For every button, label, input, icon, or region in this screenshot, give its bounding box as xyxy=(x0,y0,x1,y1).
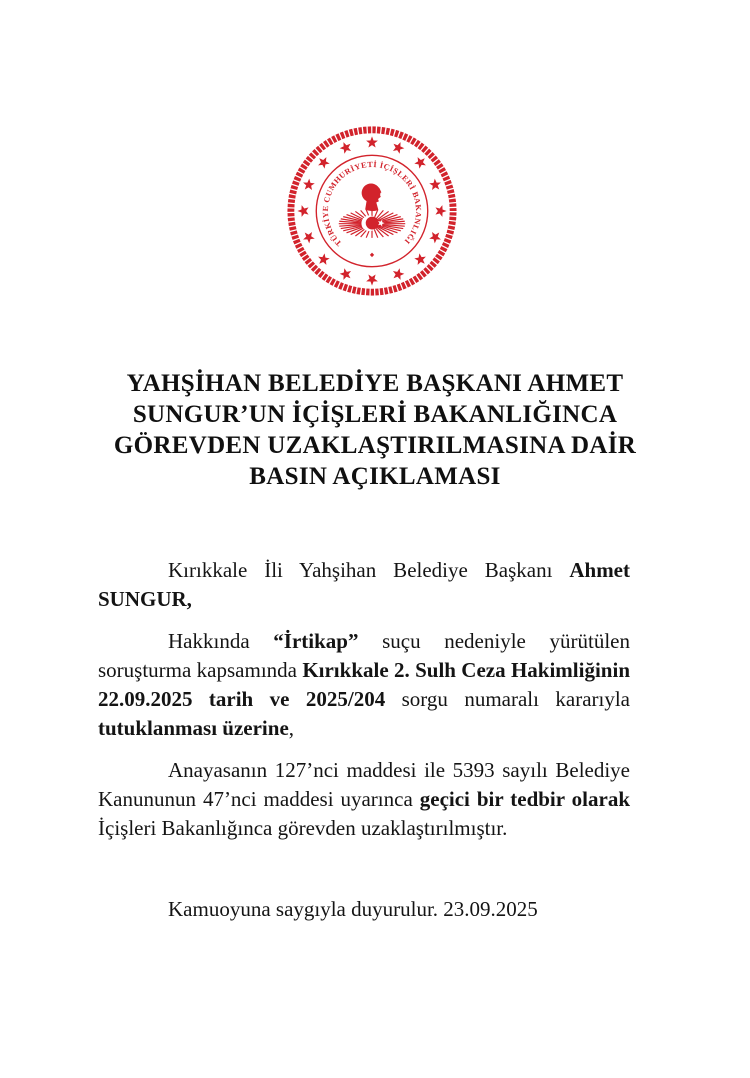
text-run: Hakkında xyxy=(168,629,274,653)
ministry-seal-graphic xyxy=(284,123,460,299)
paragraph-3 xyxy=(98,756,630,843)
diamond-separator-icon xyxy=(370,253,374,257)
closing-line: Kamuoyuna saygıyla duyurulur. 23.09.2025 xyxy=(168,897,538,921)
ataturk-silhouette-icon xyxy=(362,184,382,212)
seal-star-icon xyxy=(338,140,353,155)
text-run-bold: Kırıkkale 2. Sulh Ceza Hakimliğinin 22.09.2025 tarih ve 2025/204 xyxy=(98,658,630,711)
text-run: , xyxy=(288,716,295,740)
seal-star-icon xyxy=(301,230,316,245)
seal-star-icon xyxy=(338,267,353,282)
seal-star-icon xyxy=(413,154,429,170)
title-line-3: GÖREVDEN UZAKLAŞTIRILMASINA DAİR xyxy=(113,432,637,459)
text-run: suçu nedeniyle yürütülen soruşturma kapsamında xyxy=(98,629,630,682)
text-run-bold: Ahmet SUNGUR, xyxy=(98,558,630,611)
seal-star-icon xyxy=(428,177,443,192)
seal-star-icon xyxy=(391,267,406,282)
seal-star-icon xyxy=(301,177,316,192)
text-run-bold: “İrtikap” xyxy=(273,629,359,653)
title-line-4: BASIN AÇIKLAMASI xyxy=(249,463,501,490)
title-line-1: YAHŞİHAN BELEDİYE BAŞKANI AHMET xyxy=(126,370,624,397)
text-run-bold: geçici bir tedbir olarak xyxy=(419,787,630,811)
press-release-body xyxy=(98,556,630,924)
seal-star-icon xyxy=(435,205,446,217)
text-run: İçişleri Bakanlığınca görevden uzaklaştırılmıştır. xyxy=(98,816,508,840)
seal-star-icon xyxy=(366,274,378,285)
ministry-seal xyxy=(284,123,460,299)
title-line-2: SUNGUR’UN İÇİŞLERİ BAKANLIĞINCA xyxy=(132,401,618,428)
paragraph-2 xyxy=(98,627,630,743)
paragraph-1 xyxy=(98,556,630,614)
seal-star-icon xyxy=(428,230,443,245)
seal-star-icon xyxy=(315,154,331,170)
seal-star-icon xyxy=(413,252,429,268)
press-release-title xyxy=(0,368,750,492)
text-run-bold: tutuklanması üzerine xyxy=(98,716,289,740)
seal-star-icon xyxy=(315,252,331,268)
ring-text: TÜRKİYE CUMHURİYETİ İÇİŞLERİ BAKANLIĞI xyxy=(320,159,424,249)
text-run: Anayasanın 127’nci maddesi ile 5393 sayılı Belediye Kanununun 47’nci maddesi uyarınca xyxy=(98,758,630,811)
seal-star-icon xyxy=(297,205,308,217)
seal-star-icon xyxy=(391,140,406,155)
text-run: Kırıkkale İli Yahşihan Belediye Başkanı xyxy=(168,558,570,582)
sunburst-crescent-icon xyxy=(339,210,405,238)
text-run: sorgu numaralı kararıyla xyxy=(385,687,630,711)
seal-star-icon xyxy=(366,136,378,147)
